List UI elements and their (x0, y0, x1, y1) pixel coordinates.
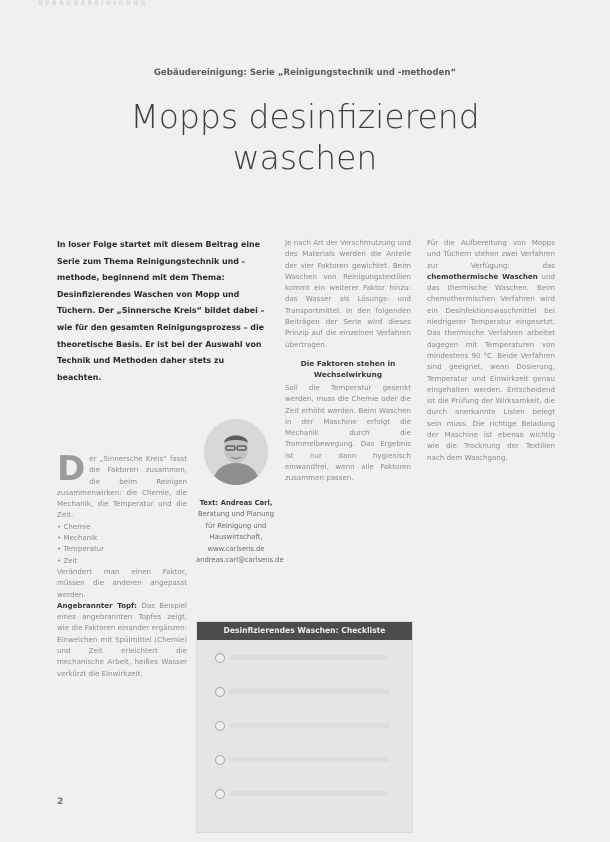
info-box-line (229, 655, 389, 660)
text-column-3 (427, 237, 555, 463)
info-box-line (229, 757, 389, 762)
info-box-line (229, 689, 389, 694)
paragraph-text: Für die Aufbereitung von Mopps und Tüchern stehen zwei Verfahren zur Verfügung: das (427, 238, 555, 270)
bullet-circle-icon (215, 721, 225, 731)
paragraph: Soll die Temperatur gesenkt werden, muss die Chemie oder die Zeit erhöht werden. Beim Waschen in der Maschine erfolgt die Mechanik durch die Trommelbewegung. Das Ergebnis ist nur dann hygienisch einwandfrei, wenn alle Faktoren zusammen passen. (285, 382, 411, 483)
bullet-circle-icon (215, 687, 225, 697)
headline-line-2: waschen (232, 138, 378, 177)
info-box-title: Desinfizierendes Waschen: Checkliste (197, 622, 412, 640)
drop-cap: D (57, 449, 86, 489)
info-box-line (229, 723, 389, 728)
paragraph-text: Das Beispiel eines angebrannten Topfes zeigt, wie die Faktoren einander ergänzen: Einweichen mit Spülmittel (Chemie) und Zeit erleichtert die mechanische Arbeit, heißes Wasser verkürzt die Einwirkzeit. (57, 600, 187, 678)
bullet-circle-icon (215, 755, 225, 765)
paragraph: Verändert man einen Faktor, müssen die anderen angepasst werden. (57, 566, 187, 599)
author-portrait-svg (204, 419, 268, 485)
paragraph (427, 237, 555, 463)
section-runner: GEBÄUDEREINIGUNG (38, 0, 148, 7)
headline-line-1: Mopps desinfizierend (130, 97, 480, 136)
info-box-line (229, 791, 389, 796)
paragraph: er „Sinnersche Kreis“ fasst die Faktoren zusammen, die beim Reinigen zusammenwirken: die Chemie, die Mechanik, die Temperatur und die Zeit. (57, 454, 187, 520)
emphasis-term: chemothermische Waschen (427, 271, 538, 281)
author-byline: Text: Andreas Carl, (199, 499, 273, 507)
author-email: andreas.carl@carlsens.de (196, 556, 284, 565)
author-role: Beratung und Planung für Reinigung und Hauswirtschaft, (197, 510, 275, 542)
section-subheading: Die Faktoren stehen in Wechselwirkung (300, 358, 396, 379)
text-column-1 (57, 449, 187, 679)
bullet-circle-icon (215, 789, 225, 799)
article-headline (70, 96, 540, 178)
article-lead: In loser Folge startet mit diesem Beitrag eine Serie zum Thema Reinigungstechnik und -methode, beginnend mit dem Thema: Desinfizierendes Waschen von Mopp und Tüchern. Der „Sinnersche Kreis“ bildet dabei – wie für den gesamten Reinigungsprozess – die theoretische Basis. Er ist bei der Auswahl von Technik und Methoden daher stets zu beachten. (57, 240, 265, 382)
paragraph-text: und das thermische Waschen. Beim chemothermischen Verfahren wird ein Desinfektionswaschmittel bei niedrigerer Temperatur eingesetzt. Das thermische Verfahren arbeitet dagegen mit Temperaturen von mindestens 90 °C. Beide Verfahren sind geeignet, wenn Dosierung, Temperatur und Einwirkzeit genau eingehalten werden. Entscheidend ist die Prüfung der Wirksamkeit, die durch anerkannte Listen belegt sein muss. Die richtige Beladung der Maschine ist ebenso wichtig wie die Trocknung der Textilien nach dem Waschgang. (427, 271, 555, 462)
paragraph (57, 600, 187, 679)
info-box (196, 621, 413, 833)
article-kicker: Gebäudereinigung: Serie „Reinigungstechnik und -methoden“ (153, 68, 457, 78)
text-column-2 (285, 237, 411, 484)
author-portrait-icon (204, 419, 268, 485)
bullet-circle-icon (215, 653, 225, 663)
paragraph: Je nach Art der Verschmutzung und des Materials werden die Anteile der vier Faktoren gewichtet. Beim Waschen von Reinigungstextilien kommt ein weiterer Faktor hinzu: das Wasser als Lösungs- und Transportmittel. In den folgenden Beiträgen der Serie wird dieses Prinzip auf die einzelnen Verfahren übertragen. (285, 238, 411, 349)
run-in-heading: Angebrannter Topf: (57, 600, 137, 610)
factor-list: • Chemie • Mechanik • Temperatur • Zeit (57, 521, 105, 565)
author-website: www.carlsens.de (207, 544, 265, 553)
page-number: 2 (57, 797, 64, 807)
author-caption (196, 498, 284, 566)
